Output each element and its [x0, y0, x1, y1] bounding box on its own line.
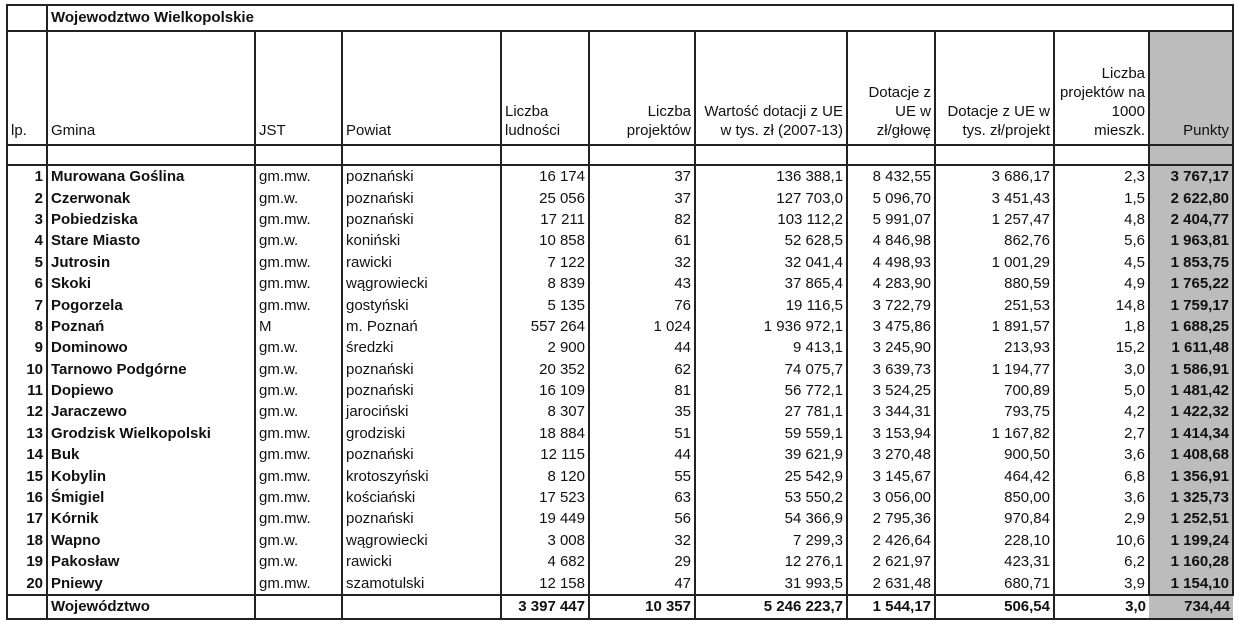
cell-na-glowe: 5 096,70: [847, 187, 935, 208]
cell-jst: gm.w.: [255, 530, 342, 551]
cell-lp: 1: [7, 165, 47, 187]
cell-ludnosc: 8 120: [501, 465, 589, 486]
total-cell-na-projekt: 506,54: [935, 595, 1054, 619]
cell-jst: M: [255, 316, 342, 337]
cell-punkty: 3 767,17: [1149, 165, 1233, 187]
cell-projekty: 1 024: [589, 316, 695, 337]
table-row: [7, 572, 1233, 594]
cell-lp: 18: [7, 530, 47, 551]
total-cell-projekty: 10 357: [589, 595, 695, 619]
col-header-projekty: Liczba projektów: [589, 31, 695, 145]
cell-na-glowe: 3 524,25: [847, 380, 935, 401]
cell-lp: 8: [7, 316, 47, 337]
table-row: [7, 401, 1233, 422]
cell-powiat: wągrowiecki: [342, 530, 501, 551]
cell-ludnosc: 16 174: [501, 165, 589, 187]
spreadsheet-table-container: [6, 4, 1232, 614]
cell-gmina: Dominowo: [47, 337, 255, 358]
cell-powiat: poznański: [342, 187, 501, 208]
cell-na-1000: 3,6: [1054, 487, 1149, 508]
col-header-jst: JST: [255, 31, 342, 145]
cell-ludnosc: 4 682: [501, 551, 589, 572]
cell-jst: gm.w.: [255, 380, 342, 401]
table-title-row: [7, 5, 1233, 31]
cell-gmina: Pobiedziska: [47, 209, 255, 230]
cell-wartosc: 31 993,5: [695, 572, 847, 594]
cell-powiat: jarociński: [342, 401, 501, 422]
table-row: [7, 337, 1233, 358]
cell-na-glowe: 4 846,98: [847, 230, 935, 251]
table-row: [7, 273, 1233, 294]
cell-wartosc: 9 413,1: [695, 337, 847, 358]
col-header-powiat: Powiat: [342, 31, 501, 145]
cell-powiat: poznański: [342, 508, 501, 529]
cell-punkty: 1 252,51: [1149, 508, 1233, 529]
cell-na-projekt: 213,93: [935, 337, 1054, 358]
cell-na-glowe: 3 145,67: [847, 465, 935, 486]
col-header-lp: lp.: [7, 31, 47, 145]
cell-gmina: Stare Miasto: [47, 230, 255, 251]
cell-gmina: Kórnik: [47, 508, 255, 529]
cell-projekty: 62: [589, 359, 695, 380]
cell-powiat: wągrowiecki: [342, 273, 501, 294]
cell-projekty: 35: [589, 401, 695, 422]
cell-na-projekt: 251,53: [935, 294, 1054, 315]
cell-gmina: Pakosław: [47, 551, 255, 572]
cell-lp: 12: [7, 401, 47, 422]
cell-punkty: 1 160,28: [1149, 551, 1233, 572]
table-row: [7, 165, 1233, 187]
cell-ludnosc: 7 122: [501, 252, 589, 273]
cell-na-glowe: 5 991,07: [847, 209, 935, 230]
cell-na-1000: 2,3: [1054, 165, 1149, 187]
cell-ludnosc: 17 211: [501, 209, 589, 230]
total-cell-powiat: [342, 595, 501, 619]
header-spacer-row: [7, 145, 1233, 165]
cell-projekty: 44: [589, 337, 695, 358]
total-cell-na-glowe: 1 544,17: [847, 595, 935, 619]
cell-jst: gm.w.: [255, 401, 342, 422]
cell-gmina: Jaraczewo: [47, 401, 255, 422]
cell-powiat: szamotulski: [342, 572, 501, 594]
cell-na-projekt: 850,00: [935, 487, 1054, 508]
cell-gmina: Czerwonak: [47, 187, 255, 208]
cell-powiat: gostyński: [342, 294, 501, 315]
total-cell-jst: [255, 595, 342, 619]
total-cell-punkty: 734,44: [1149, 595, 1233, 619]
cell-na-projekt: 900,50: [935, 444, 1054, 465]
cell-na-projekt: 970,84: [935, 508, 1054, 529]
cell-na-projekt: 680,71: [935, 572, 1054, 594]
cell-lp: 11: [7, 380, 47, 401]
cell-na-1000: 3,6: [1054, 444, 1149, 465]
cell-na-glowe: 3 270,48: [847, 444, 935, 465]
cell-lp: 10: [7, 359, 47, 380]
cell-na-projekt: 793,75: [935, 401, 1054, 422]
cell-powiat: grodziski: [342, 423, 501, 444]
cell-lp: 2: [7, 187, 47, 208]
cell-lp: 7: [7, 294, 47, 315]
cell-gmina: Murowana Goślina: [47, 165, 255, 187]
cell-jst: gm.w.: [255, 551, 342, 572]
cell-jst: gm.mw.: [255, 209, 342, 230]
cell-lp: 20: [7, 572, 47, 594]
cell-na-1000: 3,9: [1054, 572, 1149, 594]
cell-punkty: 1 414,34: [1149, 423, 1233, 444]
cell-lp: 19: [7, 551, 47, 572]
cell-wartosc: 52 628,5: [695, 230, 847, 251]
cell-ludnosc: 12 115: [501, 444, 589, 465]
cell-wartosc: 32 041,4: [695, 252, 847, 273]
cell-jst: gm.mw.: [255, 465, 342, 486]
cell-projekty: 37: [589, 187, 695, 208]
cell-na-1000: 4,8: [1054, 209, 1149, 230]
header-row: [7, 31, 1233, 145]
cell-powiat: koniński: [342, 230, 501, 251]
cell-na-glowe: 2 621,97: [847, 551, 935, 572]
cell-gmina: Śmigiel: [47, 487, 255, 508]
table-row: [7, 359, 1233, 380]
cell-wartosc: 54 366,9: [695, 508, 847, 529]
cell-na-1000: 1,5: [1054, 187, 1149, 208]
cell-wartosc: 37 865,4: [695, 273, 847, 294]
cell-projekty: 56: [589, 508, 695, 529]
cell-na-projekt: 3 686,17: [935, 165, 1054, 187]
cell-na-glowe: 3 639,73: [847, 359, 935, 380]
cell-projekty: 43: [589, 273, 695, 294]
cell-jst: gm.w.: [255, 230, 342, 251]
cell-na-glowe: 8 432,55: [847, 165, 935, 187]
cell-gmina: Wapno: [47, 530, 255, 551]
col-header-na-1000: Liczba projektów na 1000 mieszk.: [1054, 31, 1149, 145]
cell-gmina: Poznań: [47, 316, 255, 337]
cell-ludnosc: 17 523: [501, 487, 589, 508]
total-cell-na-1000: 3,0: [1054, 595, 1149, 619]
cell-ludnosc: 557 264: [501, 316, 589, 337]
col-header-gmina: Gmina: [47, 31, 255, 145]
total-cell-ludnosc: 3 397 447: [501, 595, 589, 619]
cell-wartosc: 25 542,9: [695, 465, 847, 486]
cell-wartosc: 74 075,7: [695, 359, 847, 380]
cell-na-glowe: 2 426,64: [847, 530, 935, 551]
cell-wartosc: 12 276,1: [695, 551, 847, 572]
cell-lp: 3: [7, 209, 47, 230]
cell-punkty: 1 688,25: [1149, 316, 1233, 337]
cell-gmina: Pniewy: [47, 572, 255, 594]
cell-projekty: 81: [589, 380, 695, 401]
cell-punkty: 1 611,48: [1149, 337, 1233, 358]
cell-wartosc: 103 112,2: [695, 209, 847, 230]
cell-projekty: 82: [589, 209, 695, 230]
cell-jst: gm.w.: [255, 187, 342, 208]
cell-na-projekt: 228,10: [935, 530, 1054, 551]
cell-punkty: 1 759,17: [1149, 294, 1233, 315]
cell-jst: gm.mw.: [255, 487, 342, 508]
cell-jst: gm.mw.: [255, 423, 342, 444]
cell-ludnosc: 19 449: [501, 508, 589, 529]
table-row: [7, 294, 1233, 315]
cell-gmina: Dopiewo: [47, 380, 255, 401]
cell-lp: 13: [7, 423, 47, 444]
total-cell-lp: [7, 595, 47, 619]
cell-lp: 17: [7, 508, 47, 529]
cell-wartosc: 59 559,1: [695, 423, 847, 444]
table-row: [7, 508, 1233, 529]
cell-na-1000: 2,7: [1054, 423, 1149, 444]
cell-lp: 16: [7, 487, 47, 508]
cell-na-projekt: 3 451,43: [935, 187, 1054, 208]
cell-gmina: Buk: [47, 444, 255, 465]
cell-punkty: 1 586,91: [1149, 359, 1233, 380]
cell-jst: gm.mw.: [255, 165, 342, 187]
cell-na-projekt: 700,89: [935, 380, 1054, 401]
cell-projekty: 61: [589, 230, 695, 251]
cell-gmina: Jutrosin: [47, 252, 255, 273]
cell-ludnosc: 18 884: [501, 423, 589, 444]
cell-na-1000: 15,2: [1054, 337, 1149, 358]
cell-punkty: 1 422,32: [1149, 401, 1233, 422]
cell-powiat: poznański: [342, 359, 501, 380]
table-row: [7, 487, 1233, 508]
cell-projekty: 32: [589, 252, 695, 273]
total-cell-wartosc: 5 246 223,7: [695, 595, 847, 619]
cell-lp: 9: [7, 337, 47, 358]
cell-na-1000: 1,8: [1054, 316, 1149, 337]
cell-wartosc: 56 772,1: [695, 380, 847, 401]
cell-ludnosc: 10 858: [501, 230, 589, 251]
cell-projekty: 55: [589, 465, 695, 486]
cell-wartosc: 7 299,3: [695, 530, 847, 551]
cell-na-1000: 4,9: [1054, 273, 1149, 294]
table-row: [7, 551, 1233, 572]
cell-na-glowe: 4 283,90: [847, 273, 935, 294]
cell-jst: gm.w.: [255, 359, 342, 380]
cell-wartosc: 127 703,0: [695, 187, 847, 208]
cell-lp: 15: [7, 465, 47, 486]
cell-na-projekt: 1 001,29: [935, 252, 1054, 273]
col-header-na-projekt: Dotacje z UE w tys. zł/projekt: [935, 31, 1054, 145]
cell-na-1000: 5,6: [1054, 230, 1149, 251]
cell-gmina: Pogorzela: [47, 294, 255, 315]
cell-jst: gm.mw.: [255, 444, 342, 465]
cell-wartosc: 27 781,1: [695, 401, 847, 422]
cell-ludnosc: 2 900: [501, 337, 589, 358]
cell-wartosc: 1 936 972,1: [695, 316, 847, 337]
cell-jst: gm.mw.: [255, 273, 342, 294]
cell-projekty: 37: [589, 165, 695, 187]
cell-lp: 4: [7, 230, 47, 251]
cell-punkty: 1 853,75: [1149, 252, 1233, 273]
cell-jst: gm.mw.: [255, 508, 342, 529]
table-row: [7, 209, 1233, 230]
cell-na-1000: 2,9: [1054, 508, 1149, 529]
cell-ludnosc: 5 135: [501, 294, 589, 315]
cell-lp: 5: [7, 252, 47, 273]
cell-na-1000: 10,6: [1054, 530, 1149, 551]
cell-na-projekt: 862,76: [935, 230, 1054, 251]
col-header-punkty: Punkty: [1149, 31, 1233, 145]
cell-jst: gm.mw.: [255, 252, 342, 273]
cell-ludnosc: 16 109: [501, 380, 589, 401]
cell-wartosc: 136 388,1: [695, 165, 847, 187]
cell-punkty: 1 765,22: [1149, 273, 1233, 294]
cell-punkty: 1 356,91: [1149, 465, 1233, 486]
cell-na-1000: 14,8: [1054, 294, 1149, 315]
cell-na-projekt: 423,31: [935, 551, 1054, 572]
cell-gmina: Grodzisk Wielkopolski: [47, 423, 255, 444]
cell-na-projekt: 1 167,82: [935, 423, 1054, 444]
table-row: [7, 444, 1233, 465]
cell-na-glowe: 3 475,86: [847, 316, 935, 337]
cell-na-1000: 3,0: [1054, 359, 1149, 380]
cell-powiat: kościański: [342, 487, 501, 508]
cell-na-glowe: 3 344,31: [847, 401, 935, 422]
cell-na-1000: 4,5: [1054, 252, 1149, 273]
table-row: [7, 423, 1233, 444]
cell-punkty: 1 963,81: [1149, 230, 1233, 251]
cell-powiat: m. Poznań: [342, 316, 501, 337]
cell-wartosc: 53 550,2: [695, 487, 847, 508]
cell-lp: 14: [7, 444, 47, 465]
cell-na-projekt: 880,59: [935, 273, 1054, 294]
cell-punkty: 2 622,80: [1149, 187, 1233, 208]
cell-na-projekt: 1 891,57: [935, 316, 1054, 337]
cell-powiat: rawicki: [342, 252, 501, 273]
col-header-wartosc: Wartość dotacji z UE w tys. zł (2007-13): [695, 31, 847, 145]
cell-na-projekt: 1 257,47: [935, 209, 1054, 230]
col-header-ludnosc: Liczba ludności: [501, 31, 589, 145]
cell-projekty: 29: [589, 551, 695, 572]
table-row: [7, 230, 1233, 251]
table-row: [7, 187, 1233, 208]
cell-na-glowe: 4 498,93: [847, 252, 935, 273]
cell-gmina: Tarnowo Podgórne: [47, 359, 255, 380]
cell-na-projekt: 464,42: [935, 465, 1054, 486]
cell-projekty: 47: [589, 572, 695, 594]
cell-powiat: poznański: [342, 444, 501, 465]
cell-powiat: rawicki: [342, 551, 501, 572]
cell-jst: gm.w.: [255, 337, 342, 358]
cell-punkty: 1 154,10: [1149, 572, 1233, 594]
cell-punkty: 2 404,77: [1149, 209, 1233, 230]
cell-gmina: Kobylin: [47, 465, 255, 486]
cell-powiat: poznański: [342, 209, 501, 230]
cell-gmina: Skoki: [47, 273, 255, 294]
cell-na-glowe: 3 245,90: [847, 337, 935, 358]
cell-na-glowe: 3 722,79: [847, 294, 935, 315]
cell-powiat: krotoszyński: [342, 465, 501, 486]
cell-ludnosc: 12 158: [501, 572, 589, 594]
cell-jst: gm.mw.: [255, 572, 342, 594]
total-cell-gmina: Województwo: [47, 595, 255, 619]
cell-na-1000: 6,8: [1054, 465, 1149, 486]
cell-powiat: poznański: [342, 380, 501, 401]
cell-ludnosc: 20 352: [501, 359, 589, 380]
cell-ludnosc: 3 008: [501, 530, 589, 551]
cell-na-1000: 6,2: [1054, 551, 1149, 572]
cell-projekty: 76: [589, 294, 695, 315]
cell-punkty: 1 408,68: [1149, 444, 1233, 465]
cell-wartosc: 39 621,9: [695, 444, 847, 465]
cell-wartosc: 19 116,5: [695, 294, 847, 315]
cell-na-glowe: 2 795,36: [847, 508, 935, 529]
cell-na-1000: 5,0: [1054, 380, 1149, 401]
cell-na-glowe: 3 153,94: [847, 423, 935, 444]
cell-na-glowe: 3 056,00: [847, 487, 935, 508]
cell-na-glowe: 2 631,48: [847, 572, 935, 594]
cell-na-1000: 4,2: [1054, 401, 1149, 422]
table-row: [7, 380, 1233, 401]
table-row: [7, 465, 1233, 486]
col-header-na-glowe: Dotacje z UE w zł/głowę: [847, 31, 935, 145]
cell-projekty: 51: [589, 423, 695, 444]
cell-projekty: 44: [589, 444, 695, 465]
table-title: Wojewodztwo Wielkopolskie: [47, 5, 1233, 31]
table-row: [7, 316, 1233, 337]
cell-punkty: 1 481,42: [1149, 380, 1233, 401]
table-row: [7, 530, 1233, 551]
cell-ludnosc: 8 307: [501, 401, 589, 422]
cell-jst: gm.mw.: [255, 294, 342, 315]
cell-ludnosc: 8 839: [501, 273, 589, 294]
gmina-ranking-table: [6, 4, 1234, 620]
cell-powiat: średzki: [342, 337, 501, 358]
cell-lp: 6: [7, 273, 47, 294]
table-row: [7, 252, 1233, 273]
cell-projekty: 32: [589, 530, 695, 551]
cell-punkty: 1 325,73: [1149, 487, 1233, 508]
cell-na-projekt: 1 194,77: [935, 359, 1054, 380]
cell-projekty: 63: [589, 487, 695, 508]
total-row: [7, 595, 1233, 619]
cell-powiat: poznański: [342, 165, 501, 187]
cell-punkty: 1 199,24: [1149, 530, 1233, 551]
cell-ludnosc: 25 056: [501, 187, 589, 208]
